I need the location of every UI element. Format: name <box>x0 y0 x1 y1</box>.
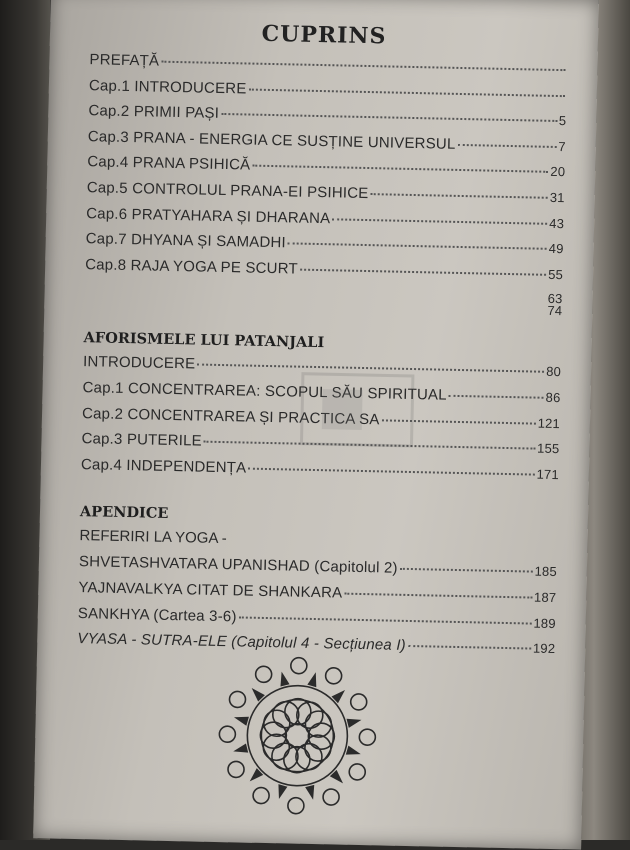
toc-entry-label: Cap.2 PRIMII PAȘI <box>88 102 220 123</box>
page-title: CUPRINS <box>261 20 387 50</box>
dot-leader <box>457 144 556 148</box>
toc-entry-label: Cap.2 CONCENTRAREA ȘI PRACTICA SA <box>81 404 380 428</box>
ornament-outer-circle <box>219 726 235 742</box>
dot-leader <box>449 395 544 399</box>
section-heading-apendice: APENDICE <box>79 503 169 523</box>
toc-entry-page: 74 <box>547 303 563 319</box>
dot-leader <box>370 193 547 199</box>
watermark-logo-icon <box>291 354 423 467</box>
toc-entry-page: 189 <box>533 615 556 631</box>
ornament-outer-circle <box>229 691 245 707</box>
ornament-outer-circle <box>325 668 341 684</box>
dot-leader <box>344 593 532 599</box>
toc-entry-page: 55 <box>548 266 564 282</box>
ornament-outer-circle <box>291 658 307 674</box>
ornament-spike <box>305 785 314 800</box>
ornament-spike <box>346 746 361 755</box>
toc-entry-page: 80 <box>546 364 562 380</box>
dot-leader <box>239 616 532 624</box>
ornament-outer-circle <box>288 797 304 813</box>
ornament-outer-circle <box>359 729 375 745</box>
ornament-spike <box>280 672 289 687</box>
ornament-spike <box>346 719 361 728</box>
ornament-outer-circle <box>349 764 365 780</box>
ornament-outer-circle <box>253 787 269 803</box>
toc-entry-label: Cap.6 PRATYAHARA ȘI DHARANA <box>86 204 331 227</box>
toc-entry-page: 49 <box>548 240 564 257</box>
toc-entry-label: YAJNAVALKYA CITAT DE SHANKARA <box>78 578 343 602</box>
book-page <box>33 0 599 850</box>
dot-leader <box>300 268 546 275</box>
toc-entry-label: Cap.5 CONTROLUL PRANA-EI PSIHICE <box>86 179 369 203</box>
toc-entry-page: 43 <box>549 215 565 231</box>
dot-leader <box>400 568 533 573</box>
section-heading-aforisme: AFORISMELE LUI PATANJALI <box>83 329 325 352</box>
dot-leader <box>252 165 548 173</box>
toc-entry-page: 171 <box>536 466 560 482</box>
dot-leader <box>248 88 564 97</box>
toc-entry-page: 20 <box>550 164 566 180</box>
toc-entry-label: SANKHYA (Cartea 3-6) <box>77 604 237 625</box>
ornament-spike <box>233 743 248 752</box>
mandala-ornament-icon <box>205 644 389 828</box>
toc-entry-label: Cap.4 INDEPENDENȚA <box>80 455 247 477</box>
toc-entry-page: 155 <box>536 440 560 457</box>
dot-leader <box>248 467 534 475</box>
ornament-spike <box>307 672 316 687</box>
toc-entry-label: Cap.7 DHYANA ȘI SAMADHI <box>85 230 287 252</box>
toc-entry-page: 121 <box>537 415 561 431</box>
toc-entry-label: Cap.1 CONCENTRAREA: SCOPUL SĂU SPIRITUAL <box>82 379 447 404</box>
ornament-spike <box>234 716 249 725</box>
appendix-intro: REFERIRI LA YOGA - <box>79 527 227 548</box>
toc-entry-label: VYASA - SUTRA-ELE (Capitolul 4 - Secțiunea I) <box>77 630 407 655</box>
toc-entry-page: 192 <box>532 640 556 657</box>
dot-leader <box>161 61 565 71</box>
toc-entry-page: 187 <box>533 589 557 605</box>
spacer <box>86 303 545 313</box>
dot-leader <box>221 113 557 122</box>
toc-entry-page: 86 <box>545 389 561 406</box>
toc-entry-page: 31 <box>549 189 565 206</box>
toc-entry-label: SHVETASHVATARA UPANISHAD (Capitolul 2) <box>78 553 398 578</box>
toc-entry-label: Cap.4 PRANA PSIHICĂ <box>87 153 251 174</box>
dot-leader <box>288 243 547 250</box>
ornament-spike <box>278 784 287 799</box>
toc-entry-label: Cap.3 PRANA - ENERGIA CE SUSȚINE UNIVERSUL <box>87 127 456 153</box>
toc-entry-label: Cap.1 INTRODUCERE <box>88 76 247 98</box>
dot-leader <box>332 218 547 225</box>
ornament-outer-circle <box>255 666 271 682</box>
ornament-outer-circle <box>351 694 367 710</box>
toc-entry-page: 7 <box>558 138 566 154</box>
toc-entry-page: 185 <box>534 563 558 580</box>
toc-entry-page: 5 <box>558 113 567 129</box>
toc-entry-page: 63 <box>547 291 563 307</box>
dot-leader <box>408 645 531 650</box>
toc-entry-label: INTRODUCERE <box>82 353 196 373</box>
ornament-outer-circle <box>228 761 244 777</box>
ornament-outer-circle <box>323 789 339 805</box>
toc-entry-label: Cap.3 PUTERILE <box>81 430 203 450</box>
toc-entry-label: PREFAȚĂ <box>89 51 160 70</box>
toc-entry-label: Cap.8 RAJA YOGA PE SCURT <box>85 255 298 278</box>
